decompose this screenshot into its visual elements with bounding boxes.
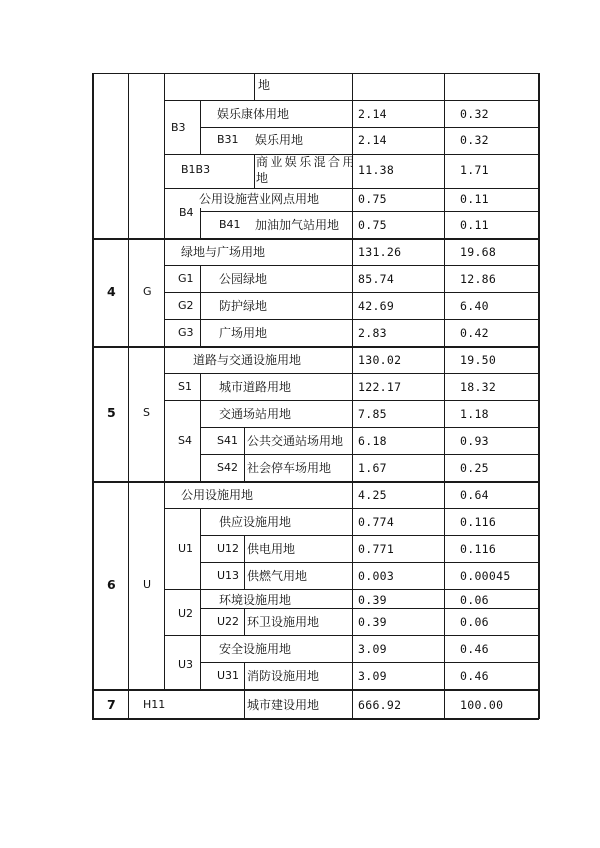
cell-area-u1: 0.774 (358, 515, 395, 529)
row-line-5 (200, 211, 539, 212)
cell-pct-s42: 0.25 (460, 461, 489, 475)
cell-code-u22: U22 (217, 615, 240, 628)
col-line-area (352, 73, 353, 719)
row-line-12 (164, 400, 539, 401)
cell-pct-u3: 0.46 (460, 642, 489, 656)
row-line-10 (92, 346, 539, 348)
row-line-23 (92, 689, 539, 691)
cell-code-u31: U31 (217, 669, 240, 682)
row-line-9 (164, 319, 539, 320)
cell-area-b31: 2.14 (358, 133, 387, 147)
cell-area-u31: 3.09 (358, 669, 387, 683)
row-line-top (92, 73, 539, 74)
cell-area-s1: 122.17 (358, 380, 402, 394)
cell-code-u3: U3 (178, 658, 194, 671)
cell-area-s42: 1.67 (358, 461, 387, 475)
cell-area-u: 4.25 (358, 488, 387, 502)
cell-code-b31: B31 (217, 133, 239, 146)
cell-area-b4: 0.75 (358, 192, 387, 206)
cell-area-u2: 0.39 (358, 593, 387, 607)
cell-code-b4: B4 (179, 206, 194, 219)
row-line-bottom (92, 718, 539, 720)
cell-code-u2: U2 (178, 607, 194, 620)
cell-pct-b4: 0.11 (460, 192, 489, 206)
cell-name-u22: 环卫设施用地 (247, 615, 320, 629)
cell-area-g3: 2.83 (358, 326, 387, 340)
col-line-major (164, 73, 165, 690)
cell-code-g1: G1 (178, 272, 194, 285)
cell-code-s42: S42 (217, 461, 238, 474)
col-line-small-top (254, 73, 255, 100)
cell-area-b1b3: 11.38 (358, 163, 395, 177)
row-line-14 (200, 454, 539, 455)
cell-pct-u2: 0.06 (460, 593, 489, 607)
cell-name-u2: 环境设施用地 (219, 593, 292, 607)
cell-name-h11: 城市建设用地 (247, 698, 320, 712)
cell-code-u12: U12 (217, 542, 240, 555)
cell-name-u13: 供燃气用地 (247, 569, 308, 583)
cell-pct-u13: 0.00045 (460, 569, 511, 583)
cell-name-continued: 地 (258, 78, 271, 92)
cell-area-u13: 0.003 (358, 569, 395, 583)
cell-name-g: 绿地与广场用地 (181, 245, 266, 259)
cell-area-g2: 42.69 (358, 299, 395, 313)
row-line-20 (200, 608, 539, 609)
cell-pct-b31: 0.32 (460, 133, 489, 147)
cell-code-b41: B41 (219, 218, 241, 231)
cell-area-s4: 7.85 (358, 407, 387, 421)
cell-name-g2: 防护绿地 (219, 299, 268, 313)
cell-name-g3: 广场用地 (219, 326, 268, 340)
cell-no-5: 5 (107, 405, 116, 420)
cell-name-b4: 公用设施营业网点用地 (199, 192, 320, 206)
row-line-4 (164, 188, 539, 189)
cell-name-u31: 消防设施用地 (247, 669, 320, 683)
row-line-1 (164, 100, 539, 101)
cell-code-b1b3: B1B3 (181, 163, 211, 176)
cell-area-h11: 666.92 (358, 698, 402, 712)
cell-pct-s: 19.50 (460, 353, 497, 367)
cell-name-b1b3-line1: 商业娱乐混合用 (256, 155, 357, 169)
cell-area-u22: 0.39 (358, 615, 387, 629)
cell-code-s41: S41 (217, 434, 238, 447)
cell-name-s: 道路与交通设施用地 (193, 353, 302, 367)
cell-name-b3: 娱乐康体用地 (217, 107, 290, 121)
cell-code-u: U (143, 578, 152, 591)
cell-code-h11: H11 (143, 698, 166, 711)
col-line-small-b1b3 (254, 154, 255, 188)
cell-name-u: 公用设施用地 (181, 488, 254, 502)
cell-code-s4: S4 (178, 434, 192, 447)
cell-name-s4: 交通场站用地 (219, 407, 292, 421)
cell-name-g1: 公园绿地 (219, 272, 268, 286)
cell-code-s1: S1 (178, 380, 192, 393)
col-line-mid-b4 (200, 208, 201, 238)
row-line-17 (200, 535, 539, 536)
cell-pct-g: 19.68 (460, 245, 497, 259)
cell-pct-u: 0.64 (460, 488, 489, 502)
row-line-21 (164, 635, 539, 636)
cell-name-b1b3-line2: 地 (256, 171, 269, 185)
cell-code-u13: U13 (217, 569, 240, 582)
cell-pct-g3: 0.42 (460, 326, 489, 340)
cell-name-b41: 加油加气站用地 (255, 218, 340, 232)
row-line-11 (164, 373, 539, 374)
cell-pct-b41: 0.11 (460, 218, 489, 232)
col-line-sub-h (244, 690, 245, 719)
cell-pct-u12: 0.116 (460, 542, 497, 556)
cell-name-s1: 城市道路用地 (219, 380, 292, 394)
cell-area-b3: 2.14 (358, 107, 387, 121)
cell-no-6: 6 (107, 577, 116, 592)
cell-pct-g1: 12.86 (460, 272, 497, 286)
cell-area-b41: 0.75 (358, 218, 387, 232)
col-line-sub-u3 (244, 662, 245, 689)
cell-pct-s1: 18.32 (460, 380, 497, 394)
cell-area-u12: 0.771 (358, 542, 395, 556)
table-border-left (92, 73, 94, 719)
cell-area-g: 131.26 (358, 245, 402, 259)
cell-name-u3: 安全设施用地 (219, 642, 292, 656)
cell-code-s: S (143, 406, 150, 419)
cell-name-s42: 社会停车场用地 (247, 461, 332, 475)
cell-pct-s41: 0.93 (460, 434, 489, 448)
cell-name-s41: 公共交通站场用地 (247, 434, 344, 448)
row-line-7 (164, 265, 539, 266)
row-line-6 (92, 238, 539, 240)
cell-pct-u1: 0.116 (460, 515, 497, 529)
cell-pct-u31: 0.46 (460, 669, 489, 683)
row-line-18 (200, 562, 539, 563)
row-line-15 (92, 481, 539, 483)
cell-code-b3: B3 (171, 121, 186, 134)
cell-code-g3: G3 (178, 326, 194, 339)
col-line-number (128, 73, 129, 719)
cell-pct-b3: 0.32 (460, 107, 489, 121)
cell-code-u1: U1 (178, 542, 194, 555)
row-line-13 (200, 427, 539, 428)
cell-area-g1: 85.74 (358, 272, 395, 286)
col-line-mid-g (200, 265, 201, 346)
cell-code-g: G (143, 285, 152, 298)
col-line-sub-u2 (244, 608, 245, 635)
row-line-16 (164, 508, 539, 509)
cell-name-b31: 娱乐用地 (255, 133, 304, 147)
row-line-19 (164, 589, 539, 590)
row-line-2 (200, 127, 539, 128)
cell-code-g2: G2 (178, 299, 194, 312)
cell-pct-g2: 6.40 (460, 299, 489, 313)
cell-pct-h11: 100.00 (460, 698, 504, 712)
cell-area-u3: 3.09 (358, 642, 387, 656)
cell-pct-u22: 0.06 (460, 615, 489, 629)
cell-name-u1: 供应设施用地 (219, 515, 292, 529)
row-line-8 (164, 292, 539, 293)
cell-pct-s4: 1.18 (460, 407, 489, 421)
cell-pct-b1b3: 1.71 (460, 163, 489, 177)
cell-area-s: 130.02 (358, 353, 402, 367)
row-line-22 (200, 662, 539, 663)
cell-name-u12: 供电用地 (247, 542, 296, 556)
cell-no-7: 7 (107, 697, 116, 712)
cell-no-4: 4 (107, 284, 116, 299)
table-border-right (538, 73, 540, 719)
cell-area-s41: 6.18 (358, 434, 387, 448)
col-line-pct (444, 73, 445, 719)
